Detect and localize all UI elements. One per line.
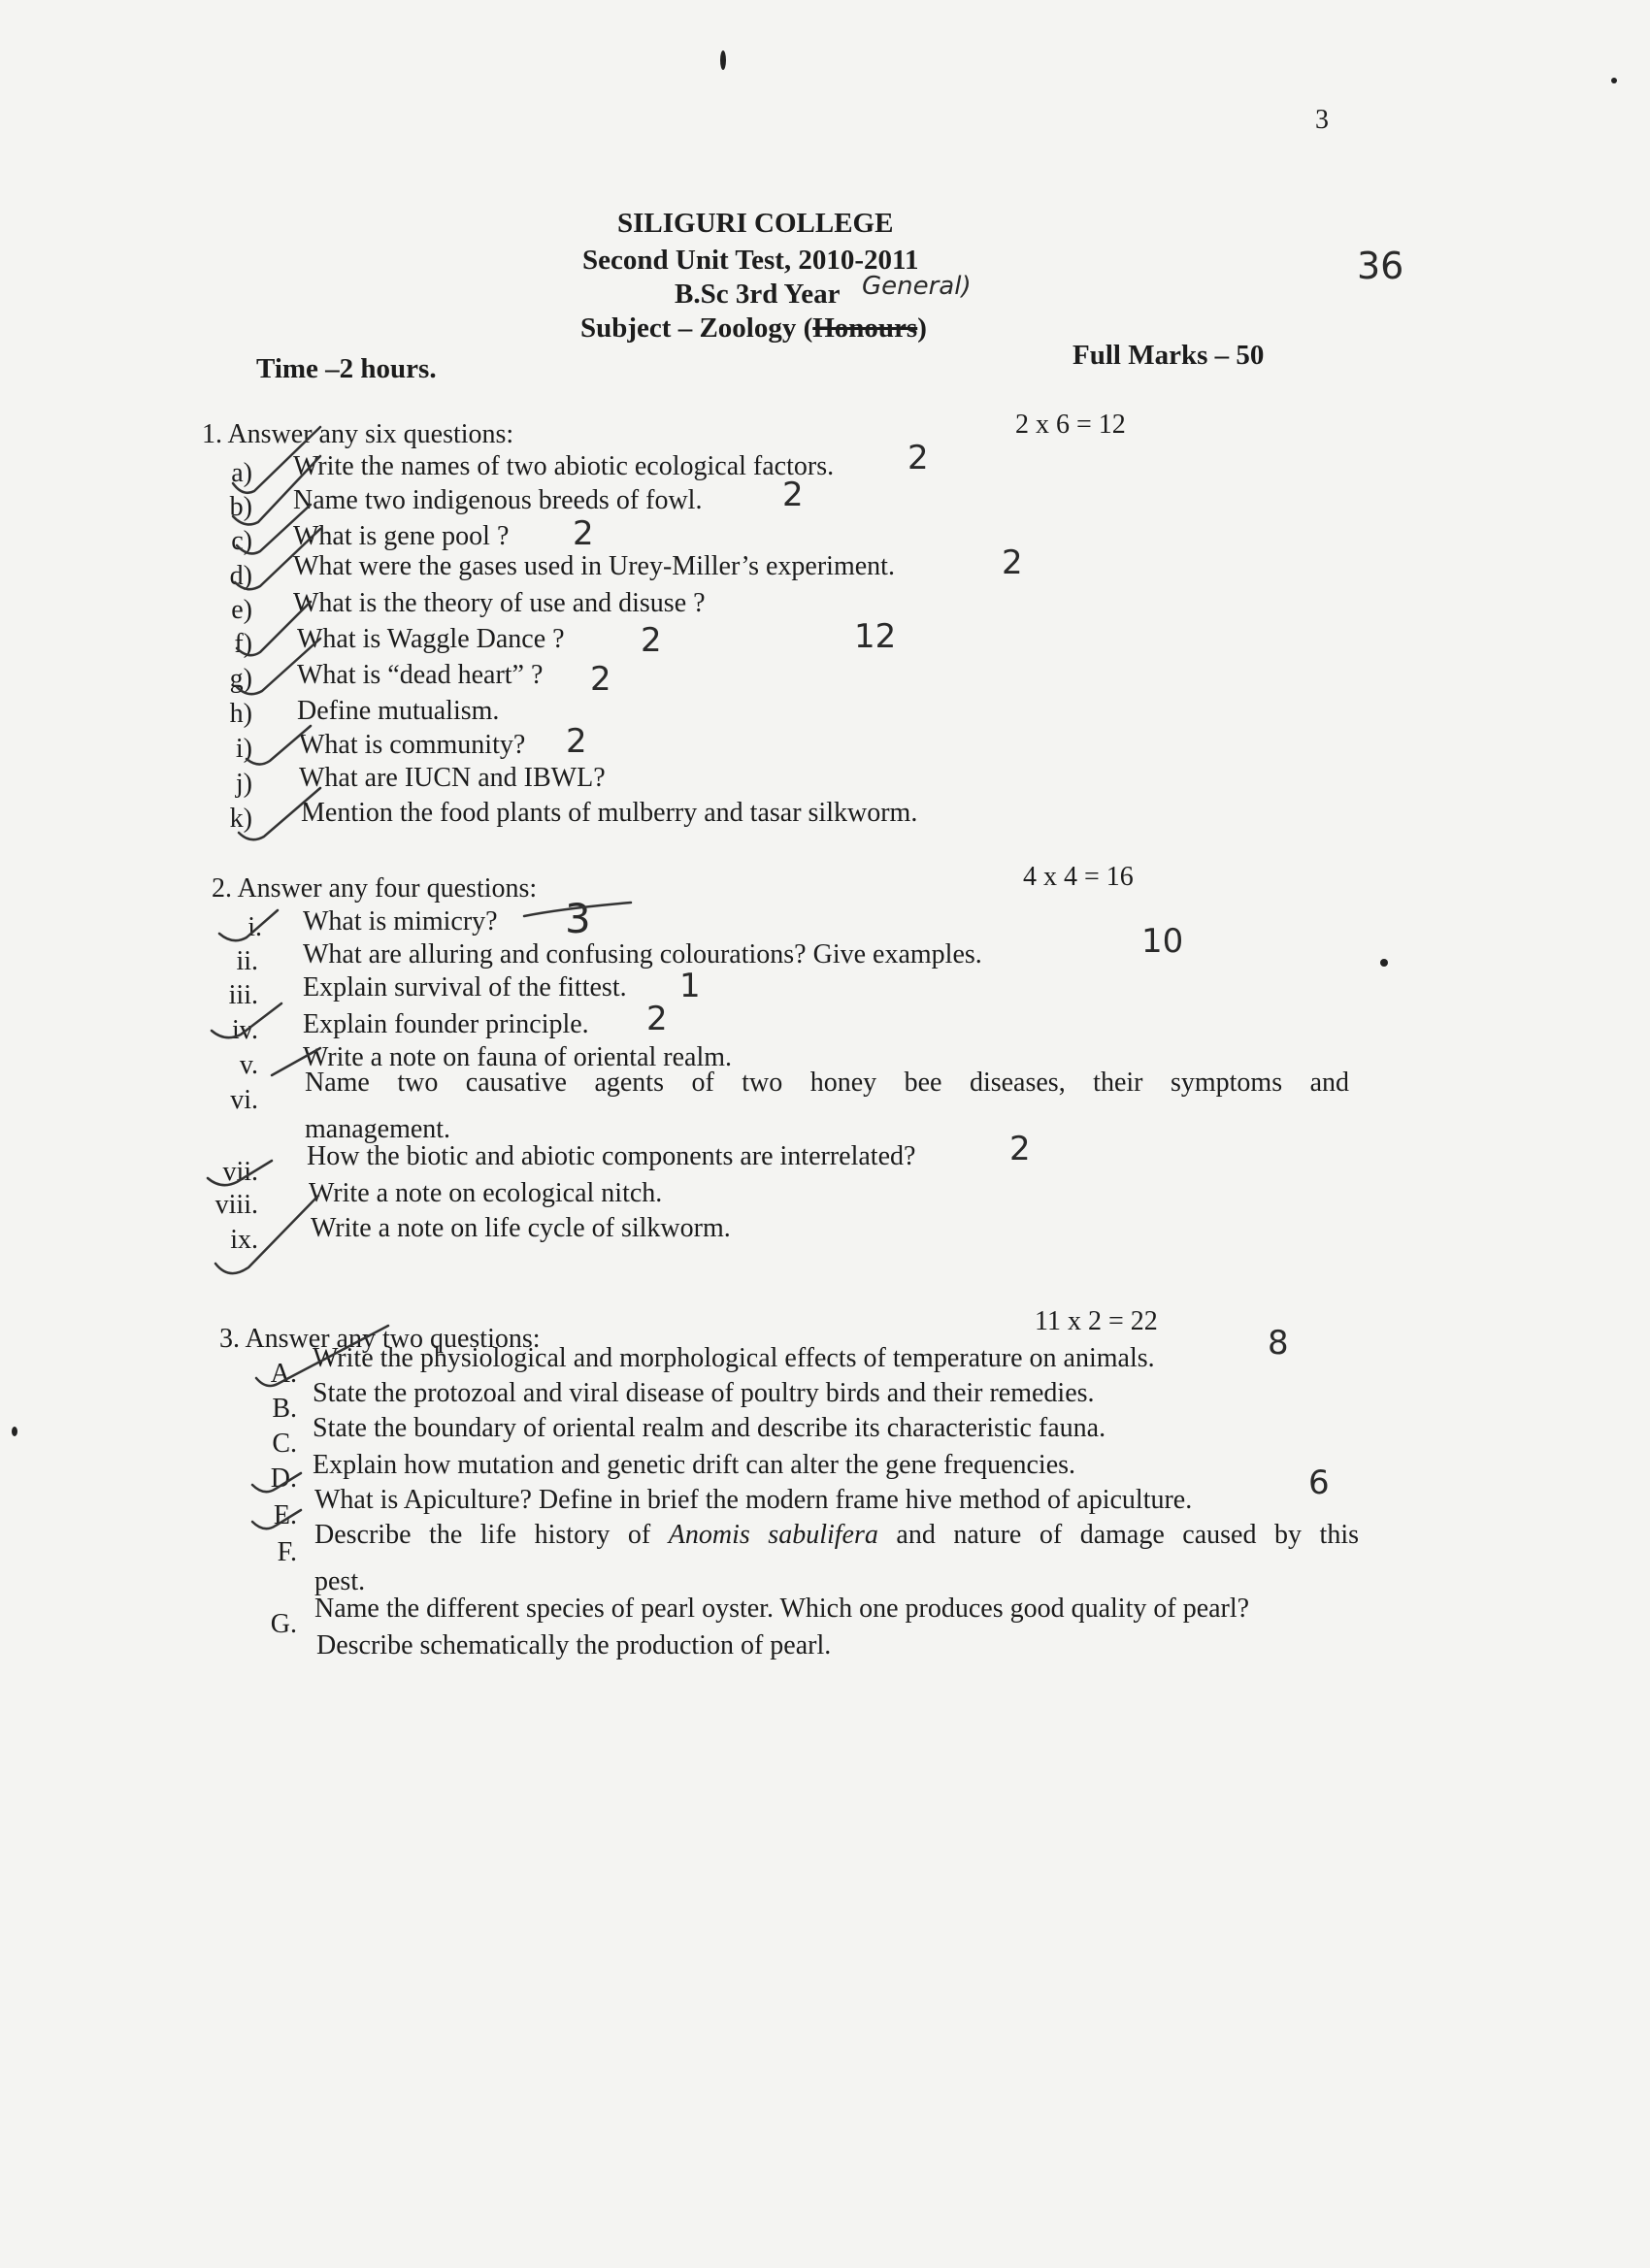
question-number: f) bbox=[234, 629, 252, 659]
question-number: iv. bbox=[232, 1015, 258, 1045]
question-text: Write a note on fauna of oriental realm. bbox=[303, 1042, 733, 1072]
question-number: ii. bbox=[236, 946, 258, 976]
question-number: C. bbox=[272, 1429, 297, 1459]
question-score: 2 bbox=[566, 722, 587, 761]
question-number: F. bbox=[277, 1537, 297, 1567]
question-number: i) bbox=[235, 734, 252, 764]
question-number: b) bbox=[229, 492, 252, 522]
question-score: 6 bbox=[1308, 1463, 1330, 1502]
tick-mark bbox=[215, 1196, 318, 1273]
question-text-continued: Describe schematically the production of pearl. bbox=[316, 1630, 832, 1660]
question-text: How the biotic and abiotic components are interrelated? bbox=[307, 1141, 916, 1171]
question-text: Name the different species of pearl oyster. Which one produces good quality of pearl? bbox=[314, 1594, 1250, 1624]
question-text: Name two indigenous breeds of fowl. bbox=[293, 485, 703, 515]
subject-label: Subject – Zoology ( bbox=[580, 312, 813, 344]
question-text: What is gene pool ? bbox=[293, 521, 510, 551]
question-text-continued: pest. bbox=[314, 1566, 366, 1596]
question-text: State the boundary of oriental realm and describe its characteristic fauna. bbox=[313, 1413, 1106, 1443]
full-marks: Full Marks – 50 bbox=[1072, 340, 1265, 371]
question-text-pre: Describe the life history of bbox=[314, 1520, 669, 1550]
question-number: e) bbox=[231, 595, 252, 625]
question-text: What is the theory of use and disuse ? bbox=[293, 588, 706, 618]
question-number: k) bbox=[229, 804, 252, 834]
tick-mark bbox=[237, 505, 311, 553]
question-text: Write a note on ecological nitch. bbox=[309, 1178, 663, 1208]
question-text: What were the gases used in Urey-Miller’s experiment. bbox=[293, 551, 895, 581]
question-number: g) bbox=[229, 664, 252, 694]
question-number: viii. bbox=[214, 1190, 258, 1220]
tick-mark bbox=[252, 1510, 301, 1528]
section-2-marks: 4 x 4 = 16 bbox=[1023, 862, 1134, 892]
question-number: v. bbox=[239, 1050, 258, 1080]
general-annotation: General) bbox=[862, 272, 972, 301]
question-number: vii. bbox=[222, 1157, 258, 1187]
tick-mark bbox=[256, 1326, 388, 1386]
section-2-prompt: 2. Answer any four questions: bbox=[212, 873, 538, 904]
species-name: Anomis sabulifera bbox=[668, 1520, 878, 1550]
question-text: Write the physiological and morphological effects of temperature on animals. bbox=[313, 1343, 1155, 1373]
subject-struck: Honours bbox=[812, 312, 918, 344]
tick-mark bbox=[208, 1161, 272, 1185]
question-score: 2 bbox=[590, 660, 611, 699]
question-score: 2 bbox=[782, 476, 804, 514]
question-score: 2 bbox=[1002, 543, 1023, 582]
question-text: Write the names of two abiotic ecological factors. bbox=[293, 451, 835, 481]
question-text: What is Apiculture? Define in brief the modern frame hive method of apiculture. bbox=[314, 1485, 1193, 1515]
question-text: Write a note on life cycle of silkworm. bbox=[311, 1213, 731, 1243]
tick-mark bbox=[252, 1473, 301, 1492]
ink-speck bbox=[1611, 78, 1617, 83]
question-text: State the protozoal and viral disease of poultry birds and their remedies. bbox=[313, 1378, 1095, 1408]
question-score: 3 bbox=[565, 895, 591, 942]
question-number: c) bbox=[231, 526, 252, 556]
question-number: d) bbox=[229, 561, 252, 591]
question-text: What is “dead heart” ? bbox=[297, 660, 544, 690]
section-3-marks: 11 x 2 = 22 bbox=[1035, 1306, 1158, 1336]
question-score: 2 bbox=[641, 621, 662, 660]
section-1-marks: 2 x 6 = 12 bbox=[1015, 410, 1126, 440]
question-number: A. bbox=[270, 1359, 297, 1389]
question-text: What are IUCN and IBWL? bbox=[299, 763, 606, 793]
tick-mark bbox=[272, 1048, 320, 1075]
section-2-score: 10 bbox=[1141, 922, 1184, 961]
time-allowed: Time –2 hours. bbox=[256, 353, 437, 384]
question-text: What is community? bbox=[299, 730, 526, 760]
question-number: a) bbox=[231, 458, 252, 488]
tick-mark bbox=[239, 788, 320, 839]
question-score: 1 bbox=[679, 967, 701, 1005]
question-score: 2 bbox=[908, 439, 929, 477]
question-text-continued: management. bbox=[305, 1114, 451, 1144]
question-text: Define mutualism. bbox=[297, 696, 500, 726]
section-1-score: 12 bbox=[854, 617, 897, 656]
question-score: 8 bbox=[1268, 1324, 1289, 1363]
question-number: vi. bbox=[230, 1085, 258, 1115]
question-score: 2 bbox=[646, 1000, 668, 1038]
ink-speck bbox=[720, 50, 726, 70]
question-number: iii. bbox=[228, 980, 258, 1010]
question-text-post: and nature of damage caused by this bbox=[877, 1520, 1359, 1550]
question-text: Mention the food plants of mulberry and tasar silkworm. bbox=[301, 798, 918, 828]
question-text: What is Waggle Dance ? bbox=[297, 624, 565, 654]
section-1-prompt: 1. Answer any six questions: bbox=[202, 419, 514, 449]
tick-mark bbox=[235, 529, 320, 589]
question-text: What are alluring and confusing colourations? Give examples. bbox=[303, 939, 982, 970]
ink-speck bbox=[12, 1427, 17, 1436]
tick-mark bbox=[237, 639, 320, 694]
question-number: B. bbox=[272, 1394, 297, 1424]
college-name: SILIGURI COLLEGE bbox=[617, 208, 894, 239]
question-number: ix. bbox=[230, 1225, 258, 1255]
tick-mark bbox=[219, 910, 278, 940]
tick-mark bbox=[247, 726, 311, 765]
page-number: 3 bbox=[1315, 105, 1329, 135]
tick-mark bbox=[237, 602, 311, 655]
question-text: Explain founder principle. bbox=[303, 1009, 589, 1039]
class-year: B.Sc 3rd Year bbox=[675, 279, 841, 310]
question-text: Name two causative agents of two honey bee diseases, their symptoms and bbox=[305, 1068, 1349, 1098]
question-number: D. bbox=[270, 1463, 297, 1494]
question-number: E. bbox=[273, 1500, 297, 1530]
question-number: h) bbox=[229, 699, 252, 729]
question-number: j) bbox=[235, 769, 252, 799]
question-text: Explain how mutation and genetic drift can alter the gene frequencies. bbox=[313, 1450, 1076, 1480]
ink-speck bbox=[1380, 959, 1388, 967]
question-number: i. bbox=[248, 912, 262, 942]
underline-stroke bbox=[524, 903, 631, 916]
tick-mark bbox=[233, 456, 320, 524]
section-3-prompt: 3. Answer any two questions: bbox=[219, 1324, 541, 1354]
question-number: G. bbox=[270, 1609, 297, 1639]
subject-close: ) bbox=[917, 312, 927, 344]
total-score: 36 bbox=[1357, 245, 1404, 287]
tick-mark bbox=[212, 1003, 281, 1037]
tick-mark bbox=[233, 427, 320, 493]
exam-title: Second Unit Test, 2010-2011 bbox=[582, 245, 919, 276]
question-score: 2 bbox=[1009, 1130, 1031, 1168]
question-text: What is mimicry? bbox=[303, 906, 498, 937]
question-score: 2 bbox=[573, 514, 594, 553]
question-text: Explain survival of the fittest. bbox=[303, 972, 627, 1003]
